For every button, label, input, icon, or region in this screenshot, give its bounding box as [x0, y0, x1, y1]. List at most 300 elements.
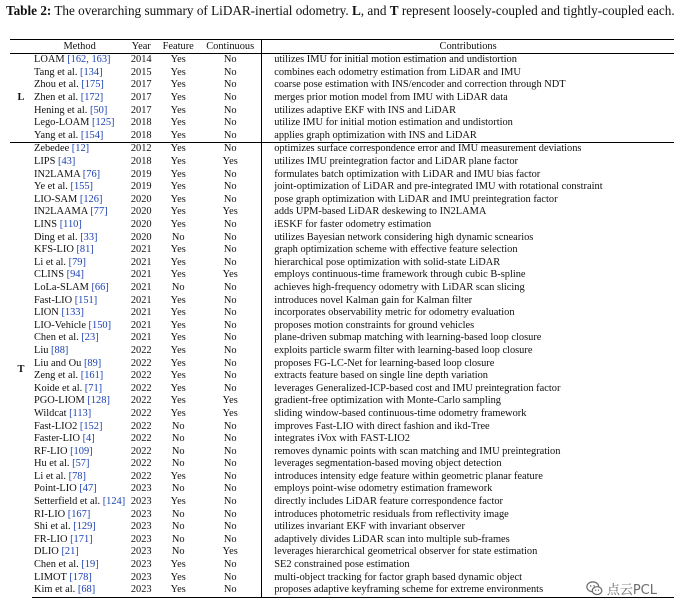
method-name: LIO-SAM [34, 193, 78, 205]
contribution-cell: employs continuous-time framework through cubic B-spline [262, 269, 674, 282]
continuous-cell: No [223, 307, 237, 319]
table-row [10, 445, 674, 458]
method-cell [32, 257, 125, 270]
method-name: Kim et al. [34, 584, 76, 596]
citation-link[interactable]: [151] [74, 294, 98, 306]
continuous-cell: No [223, 571, 237, 583]
feature-cell: Yes [170, 395, 186, 407]
feature-cell: Yes [170, 168, 186, 180]
continuous-cell: No [223, 370, 237, 382]
citation-link[interactable]: [71] [84, 382, 103, 394]
method-name: Point-LIO [34, 483, 77, 495]
year-cell: 2023 [130, 571, 152, 583]
year-cell: 2018 [130, 117, 152, 129]
feature-cell: Yes [170, 344, 186, 356]
citation-link[interactable]: [133] [61, 307, 84, 319]
contribution-cell: adds UPM-based LiDAR deskewing to IN2LAMA [262, 206, 674, 219]
citation-link[interactable]: [57] [72, 458, 90, 470]
table-row [10, 206, 674, 219]
table-row [10, 143, 674, 156]
method-cell [32, 534, 125, 547]
feature-cell: Yes [170, 319, 186, 331]
method-cell [32, 332, 125, 345]
feature-cell: No [171, 458, 185, 470]
continuous-cell: Yes [222, 546, 238, 558]
continuous-cell: No [223, 357, 237, 369]
contribution-cell: improves Fast-LIO with direct fashion and ikd-Tree [262, 420, 674, 433]
continuous-cell: No [223, 445, 237, 457]
caption-text-b: , and [360, 3, 390, 18]
citation-link[interactable]: [19] [81, 559, 99, 571]
feature-cell: No [171, 483, 185, 495]
method-name: PGO-LIOM [34, 395, 85, 407]
group-label: L [17, 92, 25, 104]
citation-link[interactable]: [68] [77, 584, 96, 596]
method-cell [32, 458, 125, 471]
method-name: IN2LAMA [34, 168, 81, 180]
year-cell: 2020 [130, 231, 152, 243]
feature-cell: Yes [170, 156, 186, 168]
method-name: Fast-LIO2 [34, 420, 78, 432]
citation-link[interactable]: [66] [91, 281, 109, 293]
contribution-cell: directly includes LiDAR feature correspondence factor [262, 496, 674, 509]
feature-cell: Yes [170, 256, 186, 268]
table-row [10, 156, 674, 169]
citation-link[interactable]: [43] [57, 156, 76, 168]
citation-link[interactable]: [162, 163] [67, 54, 111, 66]
year-cell: 2019 [130, 168, 152, 180]
year-cell: 2022 [130, 407, 152, 419]
year-cell: 2023 [130, 521, 152, 533]
year-cell: 2022 [130, 382, 152, 394]
method-name: DLIO [34, 546, 59, 558]
continuous-cell: No [223, 332, 237, 344]
citation-link[interactable]: [128] [87, 395, 110, 407]
table-row [10, 307, 674, 320]
contribution-cell: utilize IMU for initial motion estimation and undistortion [262, 117, 674, 130]
method-cell [32, 546, 125, 559]
header-feature: Feature [157, 40, 199, 54]
year-cell: 2019 [130, 181, 152, 193]
method-name: CLINS [34, 269, 65, 281]
feature-cell: No [171, 433, 185, 445]
method-cell [32, 117, 125, 130]
feature-cell: Yes [170, 129, 186, 141]
method-cell [32, 156, 125, 169]
feature-cell: No [171, 420, 185, 432]
year-cell: 2015 [130, 66, 152, 78]
continuous-cell: Yes [222, 206, 238, 218]
year-cell: 2021 [130, 281, 152, 293]
method-name: Yang et al. [34, 129, 79, 141]
year-cell: 2022 [130, 433, 152, 445]
method-name: Zeng et al. [34, 370, 79, 382]
method-name: Faster-LIO [34, 433, 80, 445]
continuous-cell: Yes [222, 395, 238, 407]
method-cell [32, 92, 125, 105]
method-name: RF-LIO [34, 445, 68, 457]
feature-cell: Yes [170, 206, 186, 218]
continuous-cell: No [223, 79, 237, 91]
group-label: T [10, 143, 32, 597]
citation-link[interactable]: [88] [51, 344, 69, 356]
table-row [10, 534, 674, 547]
citation-link[interactable]: [50] [90, 104, 108, 116]
feature-cell: Yes [170, 407, 186, 419]
feature-cell: Yes [170, 307, 186, 319]
citation-link[interactable]: [124] [102, 496, 126, 508]
citation-link[interactable]: [47] [79, 483, 97, 495]
feature-cell: Yes [157, 143, 199, 156]
citation-link[interactable]: [126] [79, 193, 103, 205]
caption-text-c: represent loosely-coupled and tightly-coupled each. [398, 3, 675, 18]
method-cell [32, 307, 125, 320]
table-row [10, 181, 674, 194]
feature-cell: Yes [157, 584, 199, 597]
citation-link[interactable]: [94] [66, 269, 84, 281]
continuous-cell: No [223, 382, 237, 394]
feature-cell: Yes [170, 370, 186, 382]
citation-link[interactable]: [77] [90, 206, 108, 218]
feature-cell: Yes [170, 92, 186, 104]
method-cell [32, 294, 125, 307]
year-cell: 2022 [130, 420, 152, 432]
year-cell: 2020 [130, 206, 152, 218]
contribution-cell: utilizes adaptive EKF with INS and LiDAR [262, 104, 674, 117]
contribution-cell: gradient-free optimization with Monte-Carlo sampling [262, 395, 674, 408]
contribution-cell: pose graph optimization with LiDAR and IMU preintegration factor [262, 194, 674, 207]
watermark [586, 579, 657, 598]
year-cell: 2017 [130, 104, 152, 116]
continuous-cell: No [223, 344, 237, 356]
citation-link[interactable]: [113] [69, 407, 92, 419]
method-cell [32, 445, 125, 458]
year-cell: 2023 [130, 559, 152, 571]
year-cell: 2021 [130, 244, 152, 256]
continuous-cell: Yes [222, 269, 238, 281]
continuous-cell: No [223, 420, 237, 432]
table-row [10, 458, 674, 471]
year-cell: 2018 [130, 129, 152, 141]
table-row [10, 104, 674, 117]
feature-cell: No [171, 445, 185, 457]
continuous-cell: No [223, 181, 237, 193]
citation-link[interactable]: [155] [70, 181, 93, 193]
citation-link[interactable]: [4] [82, 433, 95, 445]
table-body [10, 54, 674, 598]
year-cell: 2020 [130, 193, 152, 205]
method-name: LIO-Vehicle [34, 319, 86, 331]
header-group [10, 40, 32, 54]
year-cell: 2012 [125, 143, 157, 156]
feature-cell: Yes [170, 332, 186, 344]
citation-link[interactable]: [134] [80, 66, 103, 78]
feature-cell: Yes [170, 382, 186, 394]
feature-cell: Yes [170, 294, 186, 306]
feature-cell: Yes [170, 104, 186, 116]
method-name: LINS [34, 219, 58, 231]
table-row [10, 67, 674, 80]
feature-cell: Yes [170, 66, 186, 78]
method-cell [32, 194, 125, 207]
year-cell: 2023 [125, 584, 157, 597]
table-row [10, 257, 674, 270]
method-name: Fast-LIO [34, 294, 73, 306]
watermark-text: 点云PCL [606, 583, 657, 598]
method-name: Chen et al. [34, 559, 79, 571]
contribution-cell: utilizes IMU preintegration factor and LiDAR plane factor [262, 156, 674, 169]
method-cell [32, 395, 125, 408]
table-row [10, 92, 674, 105]
method-name: Liu and Ou [34, 357, 82, 369]
contribution-cell: exploits particle swarm filter with learning-based loop closure [262, 345, 674, 358]
contribution-cell: extracts feature based on single line depth variation [262, 370, 674, 383]
feature-cell: No [171, 546, 185, 558]
table-row [10, 54, 674, 67]
continuous-cell: No [223, 104, 237, 116]
feature-cell: Yes [170, 559, 186, 571]
method-name: Shi et al. [34, 521, 71, 533]
wechat-icon [586, 580, 603, 597]
table-row [10, 294, 674, 307]
citation-link[interactable]: [150] [88, 319, 112, 331]
contribution-cell: utilizes Bayesian network considering high dynamic scnearios [262, 231, 674, 244]
feature-cell: Yes [170, 470, 186, 482]
continuous-cell: No [223, 496, 237, 508]
continuous-cell: No [223, 168, 237, 180]
table-row [10, 357, 674, 370]
method-name: Zhen et al. [34, 92, 79, 104]
method-name: Li et al. [34, 256, 67, 268]
contribution-cell: proposes FG-LC-Net for learning-based loop closure [262, 357, 674, 370]
table-row [10, 168, 674, 181]
method-name: Hu et al. [34, 458, 70, 470]
year-cell: 2022 [130, 445, 152, 457]
feature-cell: Yes [170, 181, 186, 193]
table-row [10, 130, 674, 143]
year-cell: 2022 [130, 458, 152, 470]
contribution-cell: employs point-wise odometry estimation framework [262, 483, 674, 496]
lio-summary-table [10, 39, 674, 598]
citation-link[interactable]: [125] [92, 117, 115, 129]
citation-link[interactable]: [78] [68, 470, 86, 482]
table-row [10, 79, 674, 92]
feature-cell: Yes [170, 79, 186, 91]
method-cell [32, 521, 125, 534]
citation-link[interactable]: [23] [81, 332, 99, 344]
year-cell: 2022 [130, 395, 152, 407]
method-cell [32, 584, 125, 597]
table-row [10, 508, 674, 521]
contribution-cell: proposes motion constraints for ground vehicles [262, 319, 674, 332]
method-cell [32, 496, 125, 509]
contribution-cell: merges prior motion model from IMU with LiDAR data [262, 92, 674, 105]
year-cell: 2021 [130, 294, 152, 306]
method-cell [32, 219, 125, 232]
method-name: LoLa-SLAM [34, 281, 89, 293]
contribution-cell: formulates batch optimization with LiDAR and IMU bias factor [262, 168, 674, 181]
citation-link[interactable]: [76] [82, 168, 101, 180]
feature-cell: Yes [170, 219, 186, 231]
contribution-cell: proposes adaptive keyframing scheme for extreme environments [262, 584, 674, 597]
header-contributions: Contributions [262, 40, 674, 54]
continuous-cell: No [223, 92, 237, 104]
method-cell [32, 282, 125, 295]
contribution-cell: sliding window-based continuous-time odometry framework [262, 408, 674, 421]
continuous-cell: No [223, 483, 237, 495]
citation-link[interactable]: [175] [81, 79, 104, 91]
method-cell [32, 420, 125, 433]
continuous-cell: Yes [222, 156, 238, 168]
citation-link[interactable]: [81] [76, 244, 94, 256]
citation-link[interactable]: [21] [61, 546, 79, 558]
method-cell [32, 471, 125, 484]
method-cell [32, 67, 125, 80]
feature-cell: Yes [170, 357, 186, 369]
year-cell: 2020 [130, 219, 152, 231]
year-cell: 2022 [130, 344, 152, 356]
method-name: Setterfield et al. [34, 496, 101, 508]
method-name: Li et al. [34, 470, 67, 482]
method-cell [32, 104, 125, 117]
year-cell: 2022 [130, 470, 152, 482]
feature-cell: Yes [170, 117, 186, 129]
table-row [10, 559, 674, 572]
year-cell: 2021 [130, 332, 152, 344]
contribution-cell: combines each odometry estimation from LiDAR and IMU [262, 67, 674, 80]
feature-cell: Yes [170, 571, 186, 583]
contribution-cell: integrates iVox with FAST-LIO2 [262, 433, 674, 446]
continuous-cell: No [223, 319, 237, 331]
year-cell: 2014 [130, 54, 152, 66]
table-row [10, 521, 674, 534]
method-cell [32, 357, 125, 370]
continuous-cell: No [223, 256, 237, 268]
contribution-cell: incorporates observability metric for odometry evaluation [262, 307, 674, 320]
method-cell [32, 345, 125, 358]
contribution-cell: applies graph optimization with INS and LiDAR [262, 130, 674, 143]
method-cell [32, 79, 125, 92]
table-row [10, 584, 674, 597]
method-name: Hening et al. [34, 104, 88, 116]
method-name: Liu [34, 344, 49, 356]
method-cell [32, 571, 125, 584]
header-method: Method [32, 40, 125, 54]
method-name: KFS-LIO [34, 244, 74, 256]
method-name: Ding et al. [34, 231, 78, 243]
continuous-cell: No [223, 54, 237, 66]
citation-link[interactable]: [12] [71, 143, 90, 155]
feature-cell: Yes [170, 193, 186, 205]
contribution-cell: adaptively divides LiDAR scan into multiple sub-frames [262, 534, 674, 547]
method-cell [32, 231, 125, 244]
citation-link[interactable]: [109] [70, 445, 93, 457]
contribution-cell: utilizes IMU for initial motion estimation and undistortion [262, 54, 674, 67]
table-row [10, 408, 674, 421]
method-cell [32, 483, 125, 496]
method-cell [32, 408, 125, 421]
feature-cell: No [171, 521, 185, 533]
method-cell [32, 143, 125, 156]
continuous-cell: No [223, 521, 237, 533]
citation-link[interactable]: [172] [80, 92, 104, 104]
method-name: RI-LIO [34, 508, 66, 520]
year-cell: 2021 [130, 319, 152, 331]
method-name: Zebedee [34, 143, 70, 155]
table-row [10, 395, 674, 408]
year-cell: 2023 [130, 483, 152, 495]
year-cell: 2023 [130, 533, 152, 545]
contribution-cell: coarse pose estimation with INS/encoder and correction through NDT [262, 79, 674, 92]
table-row [10, 282, 674, 295]
contribution-cell: hierarchical pose optimization with solid-state LiDAR [262, 257, 674, 270]
method-cell [32, 370, 125, 383]
method-name: LOAM [34, 54, 65, 66]
citation-link[interactable]: [161] [80, 370, 104, 382]
feature-cell: Yes [170, 244, 186, 256]
citation-link[interactable]: [110] [59, 219, 82, 231]
method-cell [32, 244, 125, 257]
citation-link[interactable]: [167] [67, 508, 91, 520]
year-cell: 2017 [130, 79, 152, 91]
continuous-cell: No [223, 66, 237, 78]
continuous-cell: No [223, 244, 237, 256]
contribution-cell: introduces photometric residuals from reflectivity image [262, 508, 674, 521]
contribution-cell: iESKF for faster odometry estimation [262, 219, 674, 232]
table-row [10, 117, 674, 130]
citation-link[interactable]: [178] [69, 571, 92, 583]
citation-link[interactable]: [152] [79, 420, 103, 432]
method-name: LIMOT [34, 571, 67, 583]
continuous-cell: No [223, 129, 237, 141]
method-cell [32, 168, 125, 181]
citation-link[interactable]: [129] [73, 521, 96, 533]
contribution-cell: introduces novel Kalman gain for Kalman filter [262, 294, 674, 307]
year-cell: 2022 [130, 357, 152, 369]
contribution-cell: joint-optimization of LiDAR and pre-integrated IMU with rotational constraint [262, 181, 674, 194]
citation-link[interactable]: [33] [80, 231, 98, 243]
table-row [10, 219, 674, 232]
year-cell: 2021 [130, 269, 152, 281]
year-cell: 2022 [130, 370, 152, 382]
contribution-cell: introduces intensity edge feature within geometric planar feature [262, 471, 674, 484]
contribution-cell: leverages Generalized-ICP-based cost and IMU preintegration factor [262, 382, 674, 395]
citation-link[interactable]: [171] [70, 533, 93, 545]
method-name: LION [34, 307, 59, 319]
contribution-cell: SE2 constrained pose estimation [262, 559, 674, 572]
header-row [10, 40, 674, 54]
continuous-cell: No [223, 193, 237, 205]
citation-link[interactable]: [154] [80, 129, 104, 141]
table-row [10, 471, 674, 484]
table-row [10, 269, 674, 282]
citation-link[interactable]: [89] [83, 357, 102, 369]
method-cell [32, 54, 125, 67]
caption-bold-l: L [351, 3, 361, 18]
contribution-cell: leverages hierarchical geometrical observer for state estimation [262, 546, 674, 559]
table-row [10, 420, 674, 433]
table-row [10, 433, 674, 446]
table-caption [6, 3, 678, 19]
year-cell: 2021 [130, 256, 152, 268]
table-row [10, 483, 674, 496]
header-continuous: Continuous [199, 40, 262, 54]
method-name: Chen et al. [34, 332, 79, 344]
method-cell [32, 181, 125, 194]
contribution-cell: removes dynamic points with scan matching and IMU preintegration [262, 445, 674, 458]
caption-text-a: The overarching summary of LiDAR-inertial odometry. [51, 3, 352, 18]
citation-link[interactable]: [79] [68, 256, 86, 268]
